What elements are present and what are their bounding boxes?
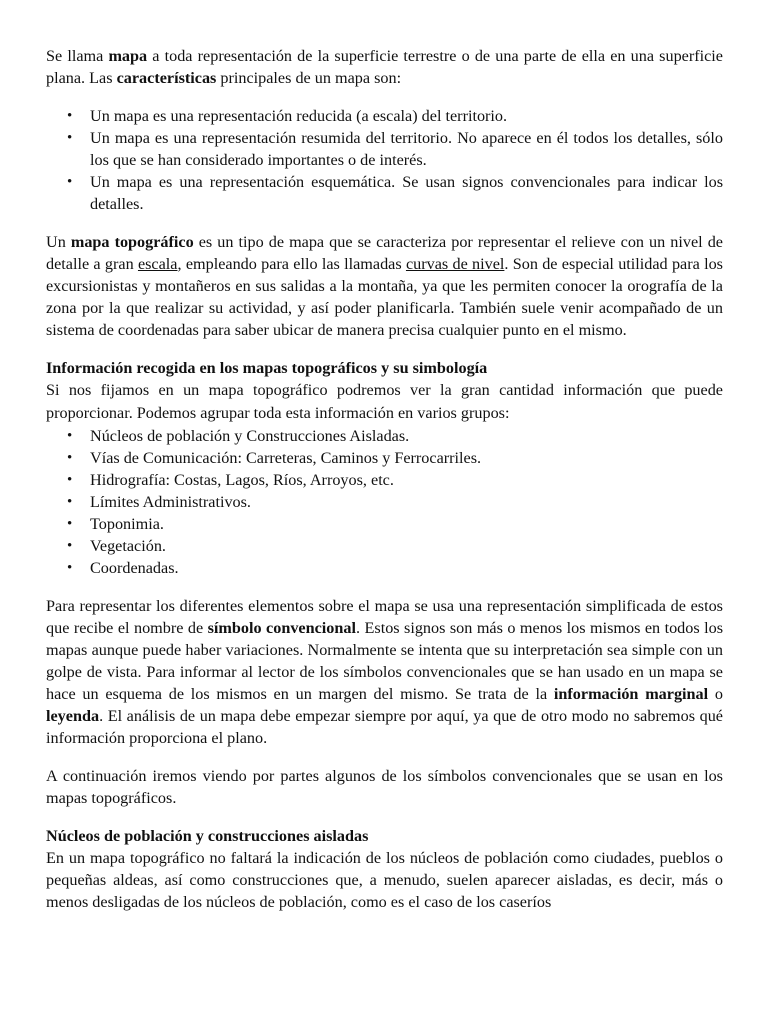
text-run: o [708, 685, 723, 703]
list-item: • Toponimia. [46, 513, 723, 535]
text-run: Se llama [46, 47, 109, 65]
intro-paragraph [46, 45, 723, 89]
continuation-paragraph: A continuación iremos viendo por partes algunos de los símbolos convencionales que se usan en los mapas topográficos. [46, 767, 723, 807]
section-heading: Núcleos de población y construcciones aisladas [46, 827, 369, 845]
link-escala[interactable]: escala [137, 255, 178, 273]
info-groups-list [46, 425, 723, 579]
list-item: • Vías de Comunicación: Carreteras, Caminos y Ferrocarriles. [46, 447, 723, 469]
list-item: • Coordenadas. [46, 557, 723, 579]
text-run: , empleando para ello las llamadas [177, 255, 406, 273]
characteristics-list [46, 105, 723, 215]
bold-term-mapa-topografico: mapa topográfico [70, 233, 194, 251]
list-item: • Un mapa es una representación reducida (a escala) del territorio. [46, 105, 723, 127]
section-heading: Información recogida en los mapas topográficos y su simbología [46, 359, 488, 377]
text-run: a toda representación de la superficie terrestre o de una parte de ella en una superficie plana. Las [46, 47, 723, 87]
list-item: • Límites Administrativos. [46, 491, 723, 513]
list-item: • Hidrografía: Costas, Lagos, Ríos, Arroyos, etc. [46, 469, 723, 491]
text-run: principales de un mapa son: [216, 69, 402, 87]
bold-term-leyenda: leyenda [46, 707, 100, 725]
text-run: Un [46, 233, 71, 251]
bold-term-informacion-marginal: información marginal [553, 685, 709, 703]
bold-term-mapa: mapa [108, 47, 148, 65]
list-item: • Vegetación. [46, 535, 723, 557]
population-paragraph: En un mapa topográfico no faltará la indicación de los núcleos de población como ciudades, pueblos o pequeñas aldeas, así como construcciones que, a menudo, suelen aparecer aisladas, es decir, más o menos desligadas de los núcleos de población, como es el caso de los caseríos [46, 849, 723, 911]
text-run: Para representar los diferentes elementos sobre el mapa se usa una representación simplificada de estos que recibe el nombre de [46, 597, 723, 637]
bold-term-caracteristicas: características [116, 69, 217, 87]
info-paragraph: Si nos fijamos en un mapa topográfico podremos ver la gran cantidad información que puede proporcionar. Podemos agrupar toda esta información en varios grupos: [46, 381, 723, 422]
link-curvas-de-nivel[interactable]: curvas de nivel [405, 255, 505, 273]
text-run: es un tipo de mapa que se caracteriza por representar el relieve con un nivel de detalle a gran [46, 233, 723, 273]
text-run: . Son de especial utilidad para los excursionistas y montañeros en sus salidas a la montaña, ya que les permiten conocer la orografía de la zona por la que realizar su actividad, y así poder planificarla. También suele venir acompañado de un sistema de coordenadas para saber ubicar de manera precisa cualquier punto en el mismo. [46, 255, 723, 339]
text-run: . Estos signos son más o menos los mismos en todos los mapas aunque puede haber variaciones. Normalmente se intenta que su interpretación sea simple con un golpe de vista. Para informar al lector de los símbolos convencionales que se han usado en un mapa se hace un esquema de los mismos en un margen del mismo. Se trata de la [46, 619, 723, 703]
topographic-map-paragraph [46, 231, 723, 341]
list-item: • Un mapa es una representación esquemática. Se usan signos convencionales para indicar los detalles. [46, 171, 723, 215]
symbols-paragraph [46, 595, 723, 749]
bold-term-simbolo-convencional: símbolo convencional [207, 619, 356, 637]
text-run: . El análisis de un mapa debe empezar siempre por aquí, ya que de otro modo no sabremos qué información proporciona el plano. [46, 707, 723, 747]
list-item: • Un mapa es una representación resumida del territorio. No aparece en él todos los detalles, sólo los que se han considerado importantes o de interés. [46, 127, 723, 171]
list-item: • Núcleos de población y Construcciones Aisladas. [46, 425, 723, 447]
